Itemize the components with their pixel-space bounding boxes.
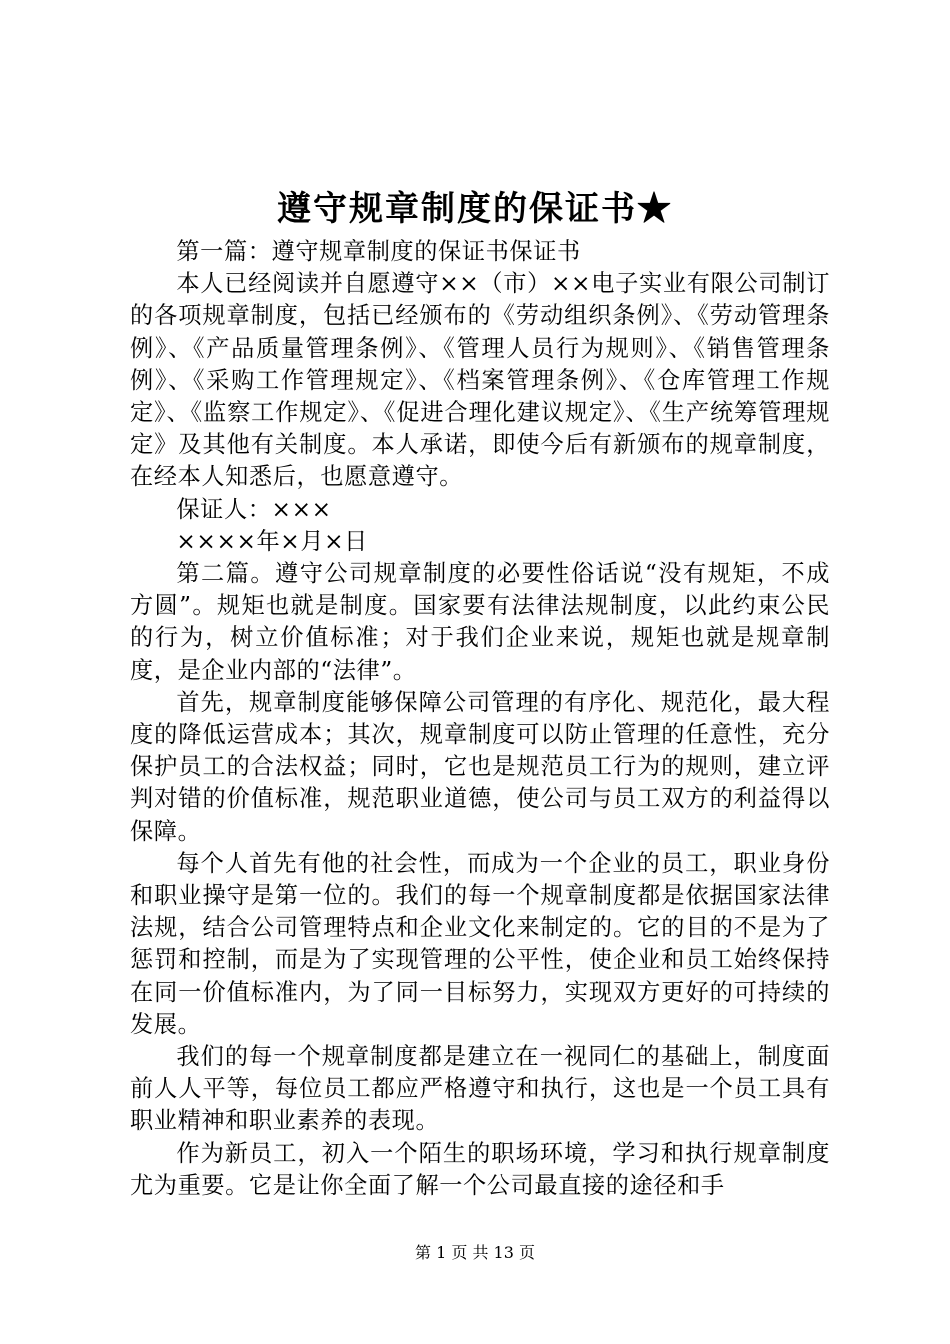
paragraph-date: ××××年×月×日: [176, 527, 368, 555]
paragraph-social-nature: 每个人首先有他的社会性，而成为一个企业的员工，职业身份和职业操守是第一位的。我们的每一个规章制度都是依据国家法律法规，结合公司管理特点和企业文化来制定的。它的目的不是为了惩罚和控制，而是为了实现管理的公平性，使企业和员工始终保持在同一价值标准内，为了同一目标努力，实现双方更好的可持续的发展。: [130, 849, 830, 1038]
paragraph-guarantor: 保证人：×××: [176, 495, 332, 523]
document-body: [130, 236, 830, 1202]
paragraph-new-employee: 作为新员工，初入一个陌生的职场环境，学习和执行规章制度尤为重要。它是让你全面了解一个公司最直接的途径和手: [130, 1139, 830, 1199]
paragraph-part-two-intro: 第二篇。遵守公司规章制度的必要性俗话说“没有规矩，不成方圆”。规矩也就是制度。国家要有法律法规制度，以此约束公民的行为，树立价值标准；对于我们企业来说，规矩也就是规章制度，是企业内部的“法律”。: [130, 560, 830, 684]
page-number-footer: 第 1 页 共 13 页: [415, 1243, 535, 1262]
paragraph-heading-part-one: 第一篇：遵守规章制度的保证书保证书: [176, 238, 581, 265]
paragraph-first-second: 首先，规章制度能够保障公司管理的有序化、规范化，最大程度的降低运营成本；其次，规章制度可以防止管理的任意性，充分保护员工的合法权益；同时，它也是规范员工行为的规则，建立评判对错的价值标准，规范职业道德，使公司与员工双方的利益得以保障。: [130, 688, 830, 845]
paragraph-pledge: 本人已经阅读并自愿遵守××（市）××电子实业有限公司制订的各项规章制度，包括已经颁布的《劳动组织条例》、《劳动管理条例》、《产品质量管理条例》、《管理人员行为规则》、《销售管理条例》、《采购工作管理规定》、《档案管理条例》、《仓库管理工作规定》、《监察工作规定》、《促进合理化建议规定》、《生产统筹管理规定》及其他有关制度。本人承诺，即使今后有新颁布的规章制度，在经本人知悉后，也愿意遵守。: [130, 270, 830, 491]
document-title: 遵守规章制度的保证书★: [277, 189, 673, 229]
paragraph-equality: 我们的每一个规章制度都是建立在一视同仁的基础上，制度面前人人平等，每位员工都应严格遵守和执行，这也是一个员工具有职业精神和职业素养的表现。: [130, 1043, 830, 1135]
